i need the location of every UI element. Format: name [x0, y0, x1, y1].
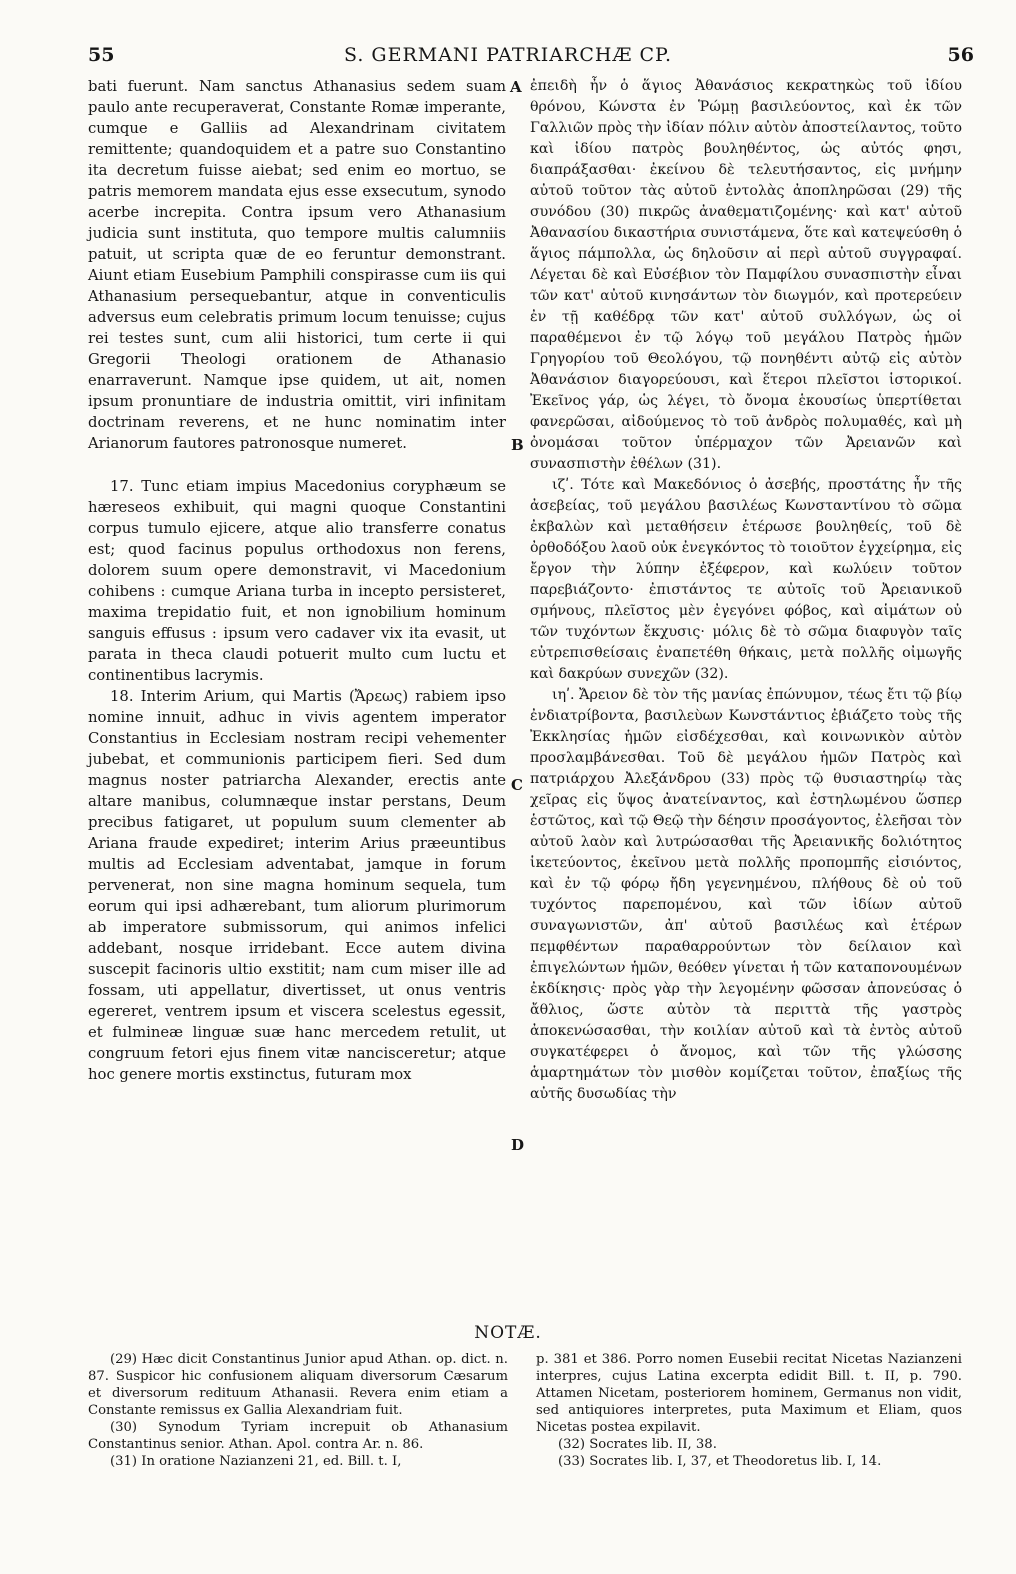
latin-paragraph: bati fuerunt. Nam sanctus Athanasius sedem suam paulo ante recuperaverat, Constante Romæ imperante, cumque e Galliis ad Alexandrinam civitatem remittente; quandoquidem et a patre suo Constantino ita decretum fuisse aiebat; sed enim eo mortuo, se patris memorem mandata ejus esse exsecutum, synodo acerbe increpita. Contra ipsum vero Athanasium judicia sunt instituta, quo tempore multis calumniis patuit, ut scripta quæ de eo feruntur demonstrant. Aiunt etiam Eusebium Pamphili conspirasse cum iis qui Athanasium persequebantur, atque in conventiculis adversus eum celebratis primum locum tenuisse; cujus rei testes sunt, cum alii historici, tum certe ii qui Gregorii Theologi orationem de Athanasio enarraverunt. Namque ipse quidem, ut ait, nomen ipsum pronuntiare de industria omittit, viri infinitam doctrinam reverens, et ne hunc nominatim inter Arianorum fautores patronosque numeret.: [88, 78, 506, 452]
footnote: (30) Synodum Tyriam increpuit ob Athanasium Constantinus senior. Athan. Apol. contra Ar. n. 86.: [88, 1420, 508, 1452]
margin-marker-b: B: [511, 436, 524, 454]
footnote: (33) Socrates lib. I, 37, et Theodoretus lib. I, 14.: [558, 1454, 882, 1469]
greek-column: [530, 76, 962, 1105]
notes-left-column: [88, 1351, 508, 1470]
greek-paragraph: ιζʹ. Τότε καὶ Μακεδόνιος ὁ ἀσεβής, προστάτης ἦν τῆς ἀσεβείας, τοῦ μεγάλου βασιλέως Κωνσταντίνου τὸ σῶμα ἐκβαλὼν καὶ μεταθήσειν ἑτέρωσε βουληθείς, τοῦ δὲ ὀρθοδόξου λαοῦ οὐκ ἐνεγκόντος τὸ τοιοῦτον ἐγχείρημα, εἰς ἔργον τὴν λύπην ἐξέφερον, καὶ κωλύειν τοῦτον παρεβιάζοντο· ἐπιστάντος τε αὐτοῖς τοῦ Ἀρειανικοῦ σμήνους, πλεῖστος μὲν ἐγεγόνει φόβος, καὶ αἱμάτων οὐ τῶν τυχόντων ἔκχυσις· μόλις δὲ τὸ σῶμα διαφυγὸν ταῖς εὐτρεπισθείσαις ἐναπετέθη θήκαις, μετὰ πολλῆς οἰμωγῆς καὶ δακρύων συνεχῶν (32).: [530, 477, 962, 682]
greek-paragraph: ἐπειδὴ ἦν ὁ ἅγιος Ἀθανάσιος κεκρατηκὼς τοῦ ἰδίου θρόνου, Κώνστα ἐν Ῥώμῃ βασιλεύοντος, καὶ ἐκ τῶν Γαλλιῶν πρὸς τὴν ἰδίαν πόλιν αὐτὸν ἀποστείλαντος, τοῦτο καὶ ἰδίου πατρὸς βουληθέντος, ὡς αὐτός φησι, διαπράξασθαι· ἐκείνου δὲ τελευτήσαντος, εἰς μνήμην αὐτοῦ τοῦτον τὰς αὐτοῦ ἐντολὰς ἀποπληρῶσαι (29) τῆς συνόδου (30) πικρῶς ἀναθεματιζομένης· καὶ κατ' αὐτοῦ Ἀθανασίου δικαστήρια συνιστάμενα, ὅτε καὶ κατεψεύσθη ὁ ἅγιος πάμπολλα, ὡς δηλοῦσιν αἱ περὶ αὐτοῦ συγγραφαί. Λέγεται δὲ καὶ Εὐσέβιον τὸν Παμφίλου συνασπιστὴν εἶναι τῶν κατ' αὐτοῦ κινησάντων τὸν διωγμόν, καὶ προτερεύειν ἐν τῇ καθέδρᾳ τῶν κατ' αὐτοῦ συλλόγων, ὡς οἱ παραθέμενοι ἐν τῷ λόγῳ τοῦ μεγάλου Πατρὸς ἡμῶν Γρηγορίου τοῦ Θεολόγου, τῷ πονηθέντι αὐτῷ εἰς αὐτὸν Ἀθανάσιον διαγορεύουσι, καὶ ἕτεροι πλεῖστοι ἱστορικοί. Ἐκεῖνος γάρ, ὡς λέγει, τὸ ὄνομα ἑκουσίως ὑπερτίθεται φανερῶσαι, αἰδούμενος τὸ τοῦ ἀνδρὸς πολυμαθές, καὶ μὴ ὀνομάσαι τοῦτον ὑπέρμαχον τῶν Ἀρειανῶν καὶ συνασπιστὴν ἐθέλων (31).: [530, 78, 962, 472]
greek-paragraph: ιηʹ. Ἄρειον δὲ τὸν τῆς μανίας ἐπώνυμον, τέως ἔτι τῷ βίῳ ἐνδιατρίβοντα, βασιλεὺων Κωνστάντιος ἐβιάζετο τοὺς τῆς Ἐκκλησίας ἡμῶν εἰσδέχεσθαι, καὶ κοινωνικὸν αὐτὸν προσλαμβάνεσθαι. Τοῦ δὲ μεγάλου ἡμῶν Πατρὸς καὶ πατριάρχου Ἀλεξάνδρου (33) πρὸς τῷ θυσιαστηρίῳ τὰς χεῖρας εἰς ὕψος ἀνατείναντος, καὶ ἐστηλωμένου ὥσπερ ἑστῶτος, καὶ τῷ Θεῷ τὴν δέησιν προσάγοντος, ἐλεῆσαι τὸν αὐτοῦ λαὸν καὶ λυτρώσασθαι τῆς Ἀρειανικῆς δολιότητος ἱκετεύοντος, ἐκεῖνου μετὰ πολλῆς προπομπῆς εἰσιόντος, καὶ ἐν τῷ φόρῳ ἤδη γεγενημένου, πλήθους δὲ οὐ τοῦ τυχόντος παρεπομένου, καὶ τῶν ἰδίων αὐτοῦ συναγωνιστῶν, ἀπ' αὐτοῦ βασιλέως καὶ ἑτέρων πεμφθέντων παραθαρρούντων τὸν δείλαιον καὶ ἐπιγελώντων ἡμῶν, θεόθεν γίνεται ἡ τῶν καταπονουμένων ἐκδίκησις· πρὸς γὰρ τὴν λεγομένην φῶσσαν ἀπονεύσας ὁ ἄθλιος, ὥστε αὐτὸν τὰ περιττὰ τῆς γαστρὸς ἀποκενώσασθαι, τὴν κοιλίαν αὐτοῦ καὶ τὰ ἐντὸς αὐτοῦ συγκατέφερει ὁ ἄνομος, καὶ τῶν τῆς γλώσσης ἁμαρτημάτων τὸν μισθὸν κομίζεται τοῦτον, ἐπαξίως τῆς αὐτῆς δυσωδίας τὴν: [530, 687, 962, 1102]
footnote: p. 381 et 386. Porro nomen Eusebii recitat Nicetas Nazianzeni interpres, cujus Latina excerpta edidit Bill. t. II, p. 790. Attamen Nicetam, posteriorem hominem, Germanus non vidit, sed antiquiores interpretes, puta Maximum et Eliam, quos Nicetas postea expilavit.: [536, 1352, 962, 1435]
latin-column: [88, 76, 506, 1085]
latin-paragraph: 18. Interim Arium, qui Martis (Ἄρεως) rabiem ipso nomine innuit, adhuc in vivis agentem imperator Constantius in Ecclesiam nostram recipi vehementer jubebat, et communionis participem fieri. Sed dum magnus noster patriarcha Alexander, erectis ante altare manibus, columnæque instar perstans, Deum precibus fatigaret, ut populum suum clementer ab Ariana fraude expediret; interim Arius præeuntibus multis ad Ecclesiam adventabat, jamque in forum pervenerat, non sine magna hominum sequela, tum eorum qui ipsi adhærebant, tum aliorum plurimorum ab imperatore submissorum, qui animos infelici addebant, nosque irridebant. Ecce autem divina suscepit facinoris ultio exstitit; nam cum miser ille ad fossam, uti appellatur, divertisset, ut onus ventris egereret, ventrem ipsum et viscera scelestus egessit, et fulmineæ linguæ suæ hanc mercedem retulit, ut congruum fetori ejus finem vitæ nancisceretur; atque hoc genere mortis exstinctus, futuram mox: [88, 688, 506, 1083]
footnote: (29) Hæc dicit Constantinus Junior apud Athan. op. dict. n. 87. Suspicor hic confusionem aliquam diversorum Cæsarum et diversorum redituum Athanasii. Revera enim etiam a Constante remissus ex Gallia Alexandriam fuit.: [88, 1352, 508, 1418]
notes-title: NOTÆ.: [474, 1323, 542, 1343]
footnote: (31) In oratione Nazianzeni 21, ed. Bill. t. I,: [110, 1454, 402, 1469]
footnote: (32) Socrates lib. II, 38.: [558, 1437, 717, 1452]
page-header: [0, 44, 1016, 70]
margin-marker-d: D: [511, 1136, 525, 1154]
page-number-right: 56: [947, 44, 974, 66]
page-number-left: 55: [88, 44, 115, 66]
running-head: S. GERMANI PATRIARCHÆ CP.: [343, 44, 673, 66]
margin-marker-a: A: [510, 78, 522, 96]
notes-right-column: [536, 1351, 962, 1470]
margin-marker-c: C: [511, 776, 523, 794]
latin-paragraph: 17. Tunc etiam impius Macedonius coryphæum se hæreseos exhibuit, qui magni quoque Constantini corpus tumulo ejicere, atque alio transferre conatus est; quod facinus populus orthodoxus non ferens, dolorem suum opere demonstravit, vi Macedonium cohibens : cumque Ariana turba in incepto persisteret, maxima trepidatio fuit, et non ignobilium hominum sanguis effusus : ipsum vero cadaver vix ita evasit, ut parata in theca claudi potuerit multo cum luctu et continentibus lacrymis.: [88, 478, 506, 684]
